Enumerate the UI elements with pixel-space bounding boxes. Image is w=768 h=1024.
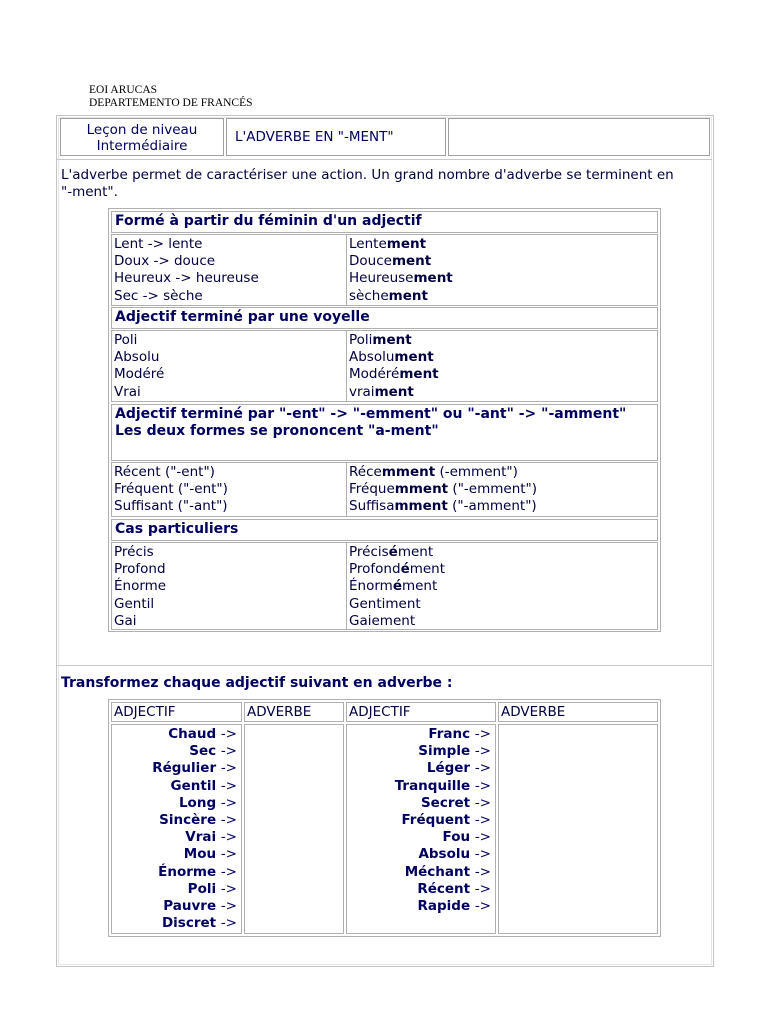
adverb-suffix: ment: [372, 332, 412, 348]
exercise-item: [347, 864, 495, 881]
exercise-adjective: Sincère: [159, 811, 217, 828]
arrow-icon: ->: [220, 760, 237, 777]
adverb-stem: sèche: [349, 287, 389, 304]
exercise-item: [347, 726, 495, 743]
adverb-stem: Énorm: [349, 578, 393, 595]
exercise-adjective: Chaud: [168, 726, 217, 742]
adverb-stem: Absolu: [349, 349, 395, 366]
exercise-item: [112, 898, 241, 915]
adverb-rest: ("-emment"): [448, 481, 538, 498]
adverb-example: [349, 366, 439, 383]
adverb-rest: ment: [401, 578, 438, 595]
adjective-example: Poli: [114, 332, 138, 348]
adjective-column: [114, 332, 164, 401]
rule-heading: [111, 519, 658, 541]
arrow-icon: ->: [474, 846, 491, 863]
answer-col-left[interactable]: [244, 724, 344, 934]
header-divider: [57, 159, 712, 160]
arrow-icon: ->: [220, 880, 237, 897]
exercise-item: [112, 829, 241, 846]
adverb-stem: Précis: [349, 544, 389, 560]
exercise-adjective: Rapide: [417, 897, 471, 914]
adverb-example: [349, 253, 453, 270]
arrow-icon: ->: [474, 743, 491, 760]
column-divider: [346, 543, 347, 629]
adverb-stem: Réce: [349, 464, 382, 480]
answer-col-right[interactable]: [498, 724, 658, 934]
exercise-adjective: Sec: [189, 743, 217, 760]
adverb-stem: Douce: [349, 253, 392, 270]
adverb-suffix: ment: [413, 270, 453, 287]
arrow-icon: ->: [220, 743, 237, 760]
adjective-example: Fréquent ("-ent"): [114, 481, 228, 498]
school-name: EOI ARUCAS: [89, 84, 158, 96]
adverb-suffix: ment: [386, 236, 427, 252]
exercise-item: [112, 915, 241, 932]
adverb-example: [349, 481, 537, 498]
arrow-icon: ->: [220, 846, 237, 863]
adverb-rest: (-emment"): [435, 464, 518, 480]
adverb-example: [349, 332, 439, 349]
exercise-adjective: Fréquent: [401, 811, 471, 828]
exercise-item: [347, 760, 495, 777]
adjective-example: Précis: [114, 544, 154, 560]
rule-heading-text: Cas particuliers: [115, 521, 239, 537]
exercise-header-adjectif-2: ADJECTIF: [346, 702, 496, 722]
adjective-example: Gentil: [114, 595, 155, 612]
exercise-header-adverbe: ADVERBE: [244, 702, 344, 722]
exercise-adjective: Léger: [426, 760, 471, 777]
exercise-item: [112, 881, 241, 898]
adjective-column: [114, 236, 259, 305]
adjective-example: Énorme: [114, 578, 167, 595]
adverb-example: [349, 464, 537, 481]
column-divider: [346, 463, 347, 516]
adverb-stem: Gai: [349, 612, 372, 629]
adverb-column: [349, 544, 445, 630]
exercise-col-left: [111, 724, 242, 934]
exercise-adjective: Gentil: [170, 777, 217, 794]
exercise-item: [112, 812, 241, 829]
adverb-column: [349, 464, 537, 516]
arrow-icon: ->: [220, 915, 237, 932]
exercise-adjective: Simple: [418, 743, 471, 760]
exercise-item: [347, 846, 495, 863]
exercise-header-adverbe-2: ADVERBE: [498, 702, 658, 722]
adverb-suffix: ment: [391, 253, 432, 270]
adjective-example: Modéré: [114, 366, 165, 383]
exercise-adjective: Franc: [428, 726, 471, 742]
adjective-example: Vrai: [114, 383, 141, 400]
exercise-item: [347, 898, 495, 915]
exercise-item: [347, 881, 495, 898]
adverb-stem: Poli: [349, 332, 373, 348]
rule-examples: [111, 462, 658, 517]
adverb-column: [349, 332, 439, 401]
adverb-example: [349, 596, 445, 613]
adverb-suffix: ment: [374, 383, 414, 400]
adjective-example: Récent ("-ent"): [114, 464, 215, 480]
adverb-column: [349, 236, 453, 305]
adverb-example: [349, 349, 439, 366]
adverb-example: [349, 288, 453, 305]
rule-heading-text: Formé à partir du féminin d'un adjectif: [115, 213, 422, 229]
adjective-example: Sec -> sèche: [114, 287, 203, 304]
arrow-icon: ->: [220, 726, 237, 742]
arrow-icon: ->: [220, 777, 237, 794]
adjective-column: [114, 464, 228, 516]
rule-heading: [111, 211, 658, 233]
adverb-suffix: mment: [394, 481, 449, 498]
exercise-adjective: Pauvre: [163, 897, 217, 914]
exercise-item: [347, 778, 495, 795]
adjective-example: Suffisant ("-ant"): [114, 498, 228, 515]
arrow-icon: ->: [220, 794, 237, 811]
exercise-adjective: Fou: [442, 829, 471, 846]
adverb-stem: Profond: [349, 561, 401, 578]
adverb-example: [349, 613, 445, 630]
column-divider: [346, 331, 347, 401]
exercise-item: [112, 726, 241, 743]
adverb-stem: Heureuse: [349, 270, 414, 287]
adverb-rest: ment: [409, 561, 446, 578]
exercise-item: [347, 812, 495, 829]
exercise-adjective: Énorme: [158, 863, 217, 880]
adverb-suffix: mment: [394, 498, 448, 515]
adverb-suffix: ment: [388, 287, 428, 304]
arrow-icon: ->: [474, 777, 491, 794]
adjective-example: Gai: [114, 612, 137, 629]
adverb-rest: ement: [371, 612, 416, 629]
arrow-icon: ->: [220, 897, 237, 914]
exercise-adjective: Long: [178, 794, 217, 811]
exercise-item: [112, 760, 241, 777]
adverb-stem: Lente: [349, 236, 387, 252]
adverb-example: [349, 544, 445, 561]
adverb-rest: ment: [397, 544, 434, 560]
adverb-example: [349, 270, 453, 287]
adverb-stem: Modéré: [349, 366, 400, 383]
exercise-adjective: Mou: [183, 846, 217, 863]
lesson-level: Leçon de niveau Intermédiaire: [60, 118, 224, 156]
exercise-item: [112, 795, 241, 812]
exercise-col-right: [346, 724, 496, 934]
adverb-example: [349, 236, 453, 253]
adverb-suffix: ment: [394, 349, 434, 366]
adverb-example: [349, 561, 445, 578]
school-header: [89, 84, 253, 110]
adverb-rest: ment: [385, 595, 421, 612]
arrow-icon: ->: [474, 811, 491, 828]
adjective-example: Doux -> douce: [114, 253, 216, 270]
adjective-example: Absolu: [114, 349, 160, 366]
adverb-suffix: mment: [381, 464, 436, 480]
exercise-adjective: Régulier: [152, 760, 217, 777]
arrow-icon: ->: [474, 794, 491, 811]
adjective-example: Lent -> lente: [114, 236, 203, 252]
adverb-suffix: é: [392, 578, 402, 595]
adverb-stem: vrai: [349, 383, 375, 400]
rule-heading: [111, 404, 658, 461]
arrow-icon: ->: [474, 726, 491, 742]
rule-heading-text: Adjectif terminé par une voyelle: [115, 309, 370, 325]
rules-table: [108, 208, 661, 632]
arrow-icon: ->: [474, 829, 491, 846]
adverb-suffix: é: [400, 561, 410, 578]
adverb-suffix: é: [388, 544, 398, 560]
adverb-example: [349, 498, 537, 515]
adverb-example: [349, 384, 439, 401]
intro-text: L'adverbe permet de caractériser une action. Un grand nombre d'adverbe se terminent en "-ment".: [61, 167, 674, 200]
exercise-title: Transformez chaque adjectif suivant en adverbe :: [61, 675, 453, 691]
exercise-item: [347, 743, 495, 760]
rule-heading-text: Adjectif terminé par "-ent" -> "-emment" ou "-ant" -> "-amment": [115, 406, 627, 422]
adjective-example: Profond: [114, 561, 166, 578]
exercise-adjective: Tranquille: [394, 777, 471, 794]
rule-examples: [111, 542, 658, 630]
exercise-table: [108, 699, 661, 937]
exercise-item: [112, 864, 241, 881]
column-divider: [346, 235, 347, 305]
arrow-icon: ->: [220, 829, 237, 846]
adjective-column: [114, 544, 166, 630]
header-empty-cell: [448, 118, 710, 156]
exercise-adjective: Méchant: [404, 863, 471, 880]
adverb-stem: Fréque: [349, 481, 395, 498]
adverb-suffix: ment: [399, 366, 439, 383]
exercise-adjective: Poli: [187, 880, 217, 897]
arrow-icon: ->: [474, 880, 491, 897]
exercise-item: [112, 743, 241, 760]
arrow-icon: ->: [220, 863, 237, 880]
exercise-item: [112, 846, 241, 863]
exercise-header-adjectif: ADJECTIF: [111, 702, 242, 722]
exercise-item: [112, 778, 241, 795]
arrow-icon: ->: [474, 863, 491, 880]
rule-examples: [111, 234, 658, 306]
exercise-adjective: Secret: [420, 794, 471, 811]
rule-heading: [111, 307, 658, 329]
adverb-rest: ("-amment"): [447, 498, 537, 515]
rule-heading-subtext: Les deux formes se prononcent "a-ment": [115, 423, 439, 439]
arrow-icon: ->: [220, 811, 237, 828]
lesson-title: L'ADVERBE EN "-MENT": [226, 118, 446, 156]
rule-examples: [111, 330, 658, 402]
exercise-item: [347, 795, 495, 812]
adverb-example: [349, 578, 445, 595]
adjective-example: Heureux -> heureuse: [114, 270, 259, 287]
department-name: DEPARTEMENTO DE FRANCÉS: [89, 97, 253, 109]
adverb-stem: Suffisa: [349, 498, 395, 515]
exercise-adjective: Récent: [417, 880, 471, 897]
arrow-icon: ->: [474, 760, 491, 777]
adverb-stem: Genti: [349, 595, 386, 612]
exercise-adjective: Discret: [161, 915, 217, 932]
exercise-item: [347, 829, 495, 846]
exercise-adjective: Vrai: [185, 829, 217, 846]
exercise-adjective: Absolu: [418, 846, 471, 863]
section-divider: [57, 665, 712, 666]
arrow-icon: ->: [474, 897, 491, 914]
